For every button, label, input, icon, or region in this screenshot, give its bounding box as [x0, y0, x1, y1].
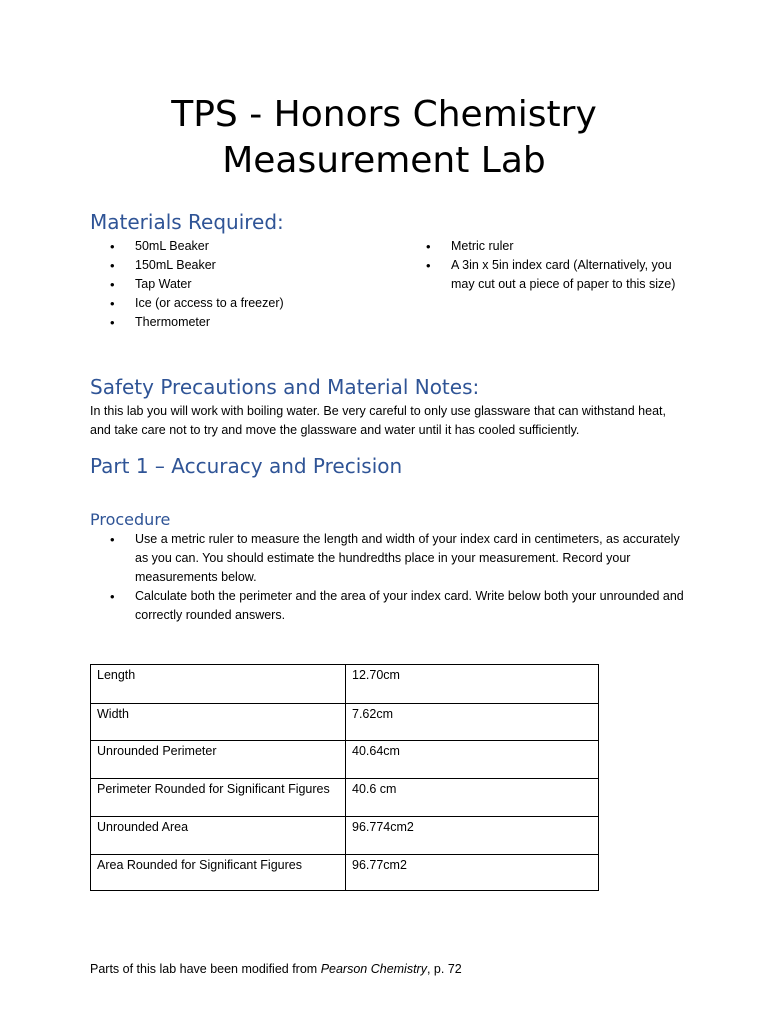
materials-list-left — [90, 237, 390, 332]
document-title — [0, 92, 768, 184]
table-cell-value: 40.6 cm — [346, 779, 599, 817]
table-cell-value: 7.62cm — [346, 704, 599, 741]
materials-heading: Materials Required: — [90, 210, 284, 234]
list-item: • Metric ruler — [406, 237, 691, 256]
procedure-list — [90, 530, 690, 625]
list-item: • 150mL Beaker — [90, 256, 390, 275]
table-cell-label: Length — [91, 665, 346, 704]
table-row — [91, 779, 599, 817]
table-cell-value: 96.774cm2 — [346, 817, 599, 855]
procedure-heading: Procedure — [90, 510, 171, 529]
footer-source: Pearson Chemistry — [320, 962, 427, 976]
list-item: • A 3in x 5in index card (Alternatively, you may cut out a piece of paper to this size) — [406, 256, 691, 294]
list-item: • 50mL Beaker — [90, 237, 390, 256]
table-row — [91, 817, 599, 855]
table-cell-label: Unrounded Area — [91, 817, 346, 855]
measurement-table — [90, 664, 599, 891]
table-cell-label: Area Rounded for Significant Figures — [91, 855, 346, 891]
table-row — [91, 665, 599, 704]
title-line-1: TPS - Honors Chemistry — [171, 94, 597, 135]
table-row — [91, 855, 599, 891]
list-item: • Thermometer — [90, 313, 390, 332]
part1-heading: Part 1 – Accuracy and Precision — [90, 454, 403, 478]
table-cell-label: Unrounded Perimeter — [91, 741, 346, 779]
table-cell-value: 96.77cm2 — [346, 855, 599, 891]
materials-list-right — [406, 237, 691, 294]
footer-suffix: , p. 72 — [426, 962, 462, 976]
list-item: • Calculate both the perimeter and the area of your index card. Write below both your unrounded and correctly rounded answers. — [90, 587, 690, 625]
safety-text: In this lab you will work with boiling water. Be very careful to only use glassware that can withstand heat, and take care not to try and move the glassware and water until it has cooled sufficiently. — [90, 404, 666, 437]
table-row — [91, 741, 599, 779]
table-cell-value: 40.64cm — [346, 741, 599, 779]
list-item: • Tap Water — [90, 275, 390, 294]
table-cell-label: Perimeter Rounded for Significant Figures — [91, 779, 346, 817]
safety-heading: Safety Precautions and Material Notes: — [90, 375, 480, 399]
table-cell-value: 12.70cm — [346, 665, 599, 704]
footer-prefix: Parts of this lab have been modified from — [90, 962, 321, 976]
footer-note — [90, 960, 462, 979]
table-cell-label: Width — [91, 704, 346, 741]
list-item: • Use a metric ruler to measure the length and width of your index card in centimeters, as accurately as you can. You should estimate the hundredths place in your measurement. Record your measurements below. — [90, 530, 690, 587]
title-line-2: Measurement Lab — [222, 140, 546, 181]
list-item: • Ice (or access to a freezer) — [90, 294, 390, 313]
table-row — [91, 704, 599, 741]
